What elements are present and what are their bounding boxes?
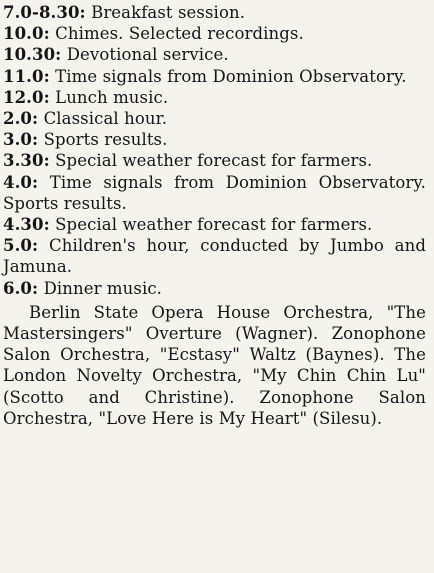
dinner-music-program: Berlin State Opera House Orchestra, "The Mastersingers" Overture (Wagner). Zonophone Salon Orchestra, "Ecstasy" Waltz (Baynes). The London Novelty Orchestra, "My Chin Chin Lu" (Scotto and Christine). Zonophone Salon Orchestra, "Love Here is My Heart" (Silesu). [3, 302, 426, 428]
entry-time: 4.30: [3, 215, 50, 235]
entry-text: Sports results. [43, 130, 168, 150]
schedule-entry [3, 23, 426, 44]
schedule-entry [3, 87, 426, 108]
entry-text: Children's hour, conducted by Jumbo and Jamuna. [3, 236, 426, 277]
schedule-entry [3, 235, 426, 277]
entry-text: Devotional service. [66, 45, 229, 65]
entry-time: 4.0: [3, 172, 39, 192]
entry-time: 3.0: [3, 130, 39, 150]
entry-time: 5.0: [3, 236, 39, 256]
schedule-entry [3, 214, 426, 235]
entry-time: 11.0: [3, 66, 50, 86]
schedule-entry [3, 172, 426, 214]
entry-text: Chimes. Selected recordings. [55, 24, 304, 44]
schedule-entry [3, 44, 426, 65]
schedule-entry [3, 2, 426, 23]
entry-text: Lunch music. [55, 87, 169, 107]
entry-time: 6.0: [3, 278, 39, 298]
schedule-entry [3, 278, 426, 299]
entry-text: Special weather forecast for farmers. [55, 215, 373, 235]
schedule-entry [3, 108, 426, 129]
entry-text: Dinner music. [43, 278, 163, 298]
entry-time: 3.30: [3, 151, 50, 171]
entry-time: 7.0-8.30: [3, 3, 86, 22]
entry-text: Special weather forecast for farmers. [55, 151, 373, 171]
entry-time: 2.0: [3, 109, 39, 129]
entry-text: Time signals from Dominion Observatory. Sports results. [3, 172, 426, 213]
entry-text: Classical hour. [43, 109, 168, 129]
entry-time: 10.0: [3, 24, 50, 44]
entry-time: 10.30: [3, 45, 62, 65]
schedule-entry [3, 129, 426, 150]
entry-text: Time signals from Dominion Observatory. [55, 66, 407, 86]
entry-text: Breakfast session. [91, 3, 246, 22]
schedule-entry [3, 150, 426, 171]
entry-time: 12.0: [3, 87, 50, 107]
schedule-entry [3, 66, 426, 87]
